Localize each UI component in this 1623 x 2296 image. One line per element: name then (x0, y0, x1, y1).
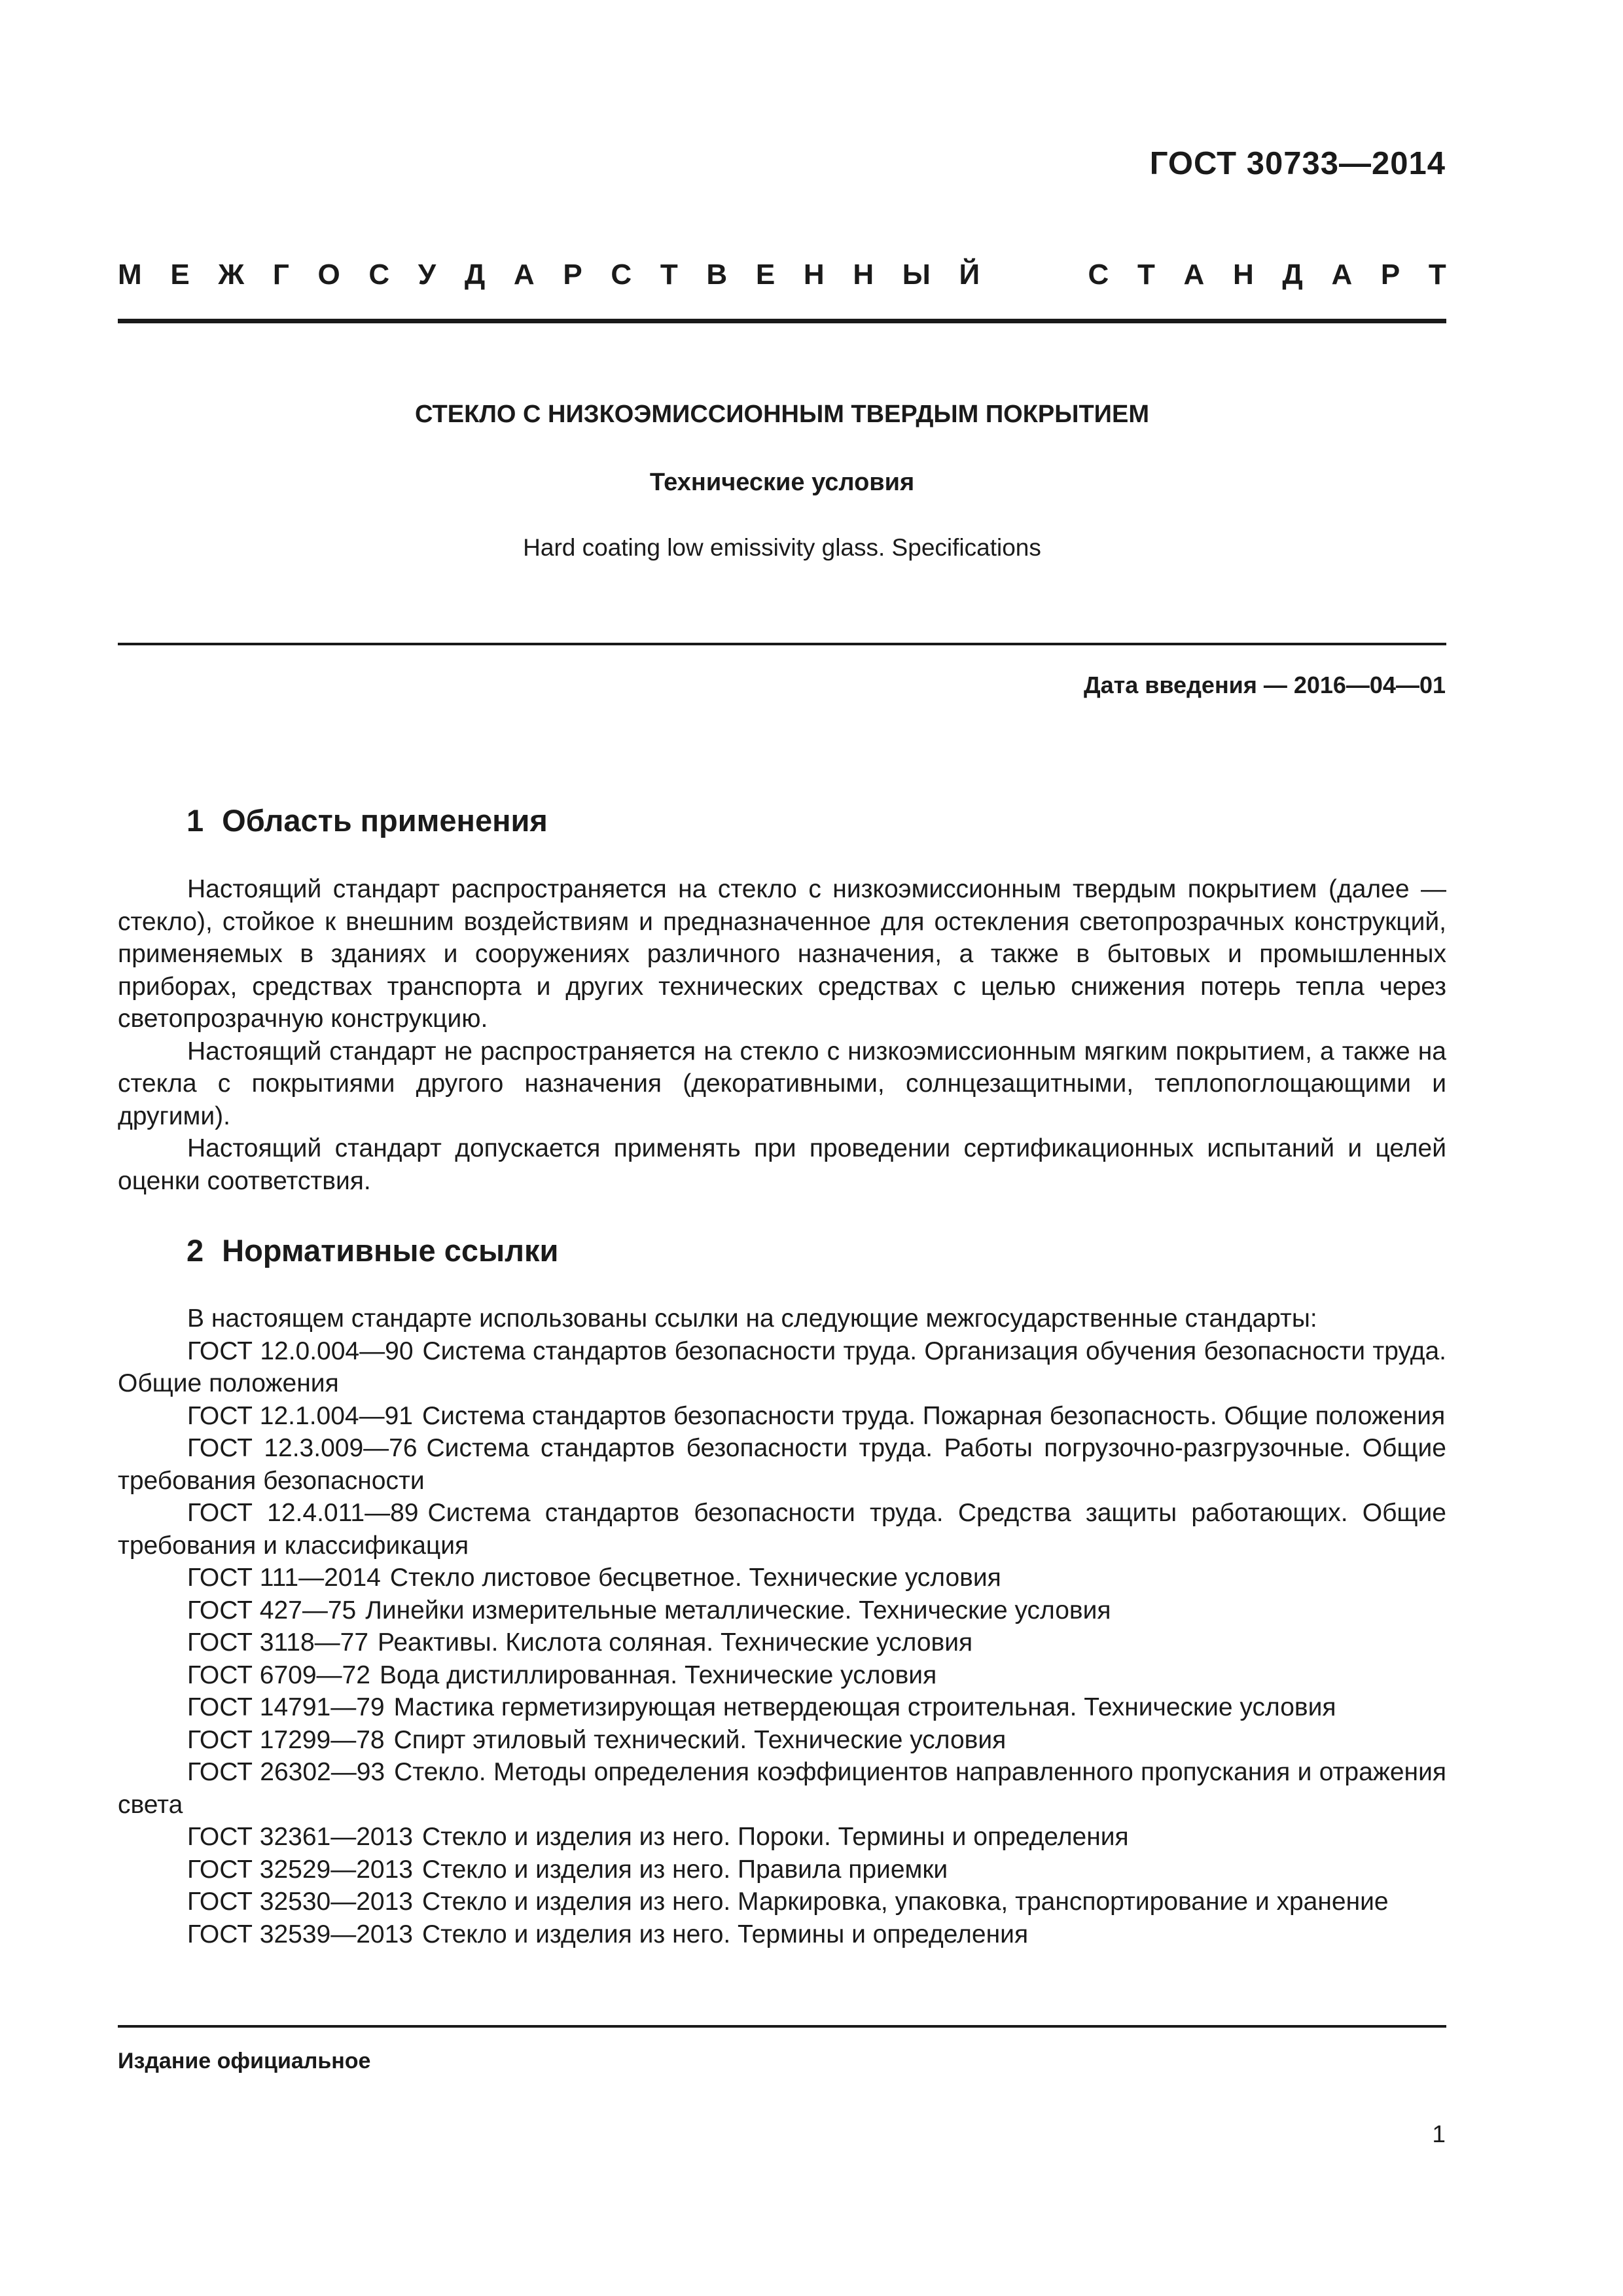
reference-text: Стекло и изделия из него. Пороки. Термины и определения (422, 1823, 1129, 1851)
section-references-body (118, 1302, 1446, 1950)
reference-item (118, 1626, 1446, 1659)
banner-letter: Ы (902, 259, 931, 291)
reference-code: ГОСТ 14791—79 (187, 1693, 385, 1721)
reference-item (118, 1335, 1446, 1400)
document-title: СТЕКЛО С НИЗКОЭМИССИОННЫМ ТВЕРДЫМ ПОКРЫТИЕМ (415, 401, 1149, 428)
section-number: 2 (187, 1233, 204, 1268)
reference-item (118, 1691, 1446, 1724)
reference-text: Стекло листовое бесцветное. Технические условия (389, 1564, 1001, 1592)
interstate-standard-banner (118, 259, 1446, 291)
reference-text: Система стандартов безопасности труда. Пожарная безопасность. Общие положения (421, 1401, 1446, 1430)
document-subtitle: Технические условия (649, 469, 915, 496)
banner-letter: Ж (218, 259, 245, 291)
reference-item (118, 1562, 1446, 1594)
banner-letter: О (317, 259, 340, 291)
reference-code: ГОСТ 3118—77 (187, 1628, 369, 1657)
reference-text: Стекло и изделия из него. Правила приемки (422, 1855, 948, 1884)
header-divider (118, 319, 1446, 323)
banner-letter: Т (1428, 259, 1446, 291)
reference-item (118, 1497, 1446, 1562)
reference-text: Вода дистиллированная. Технические условия (379, 1660, 937, 1689)
reference-code: ГОСТ 427—75 (187, 1596, 357, 1624)
reference-code: ГОСТ 111—2014 (187, 1564, 381, 1592)
reference-item (118, 1724, 1446, 1757)
banner-letter: А (1183, 259, 1205, 291)
banner-letter: С (611, 259, 632, 291)
reference-item (118, 1821, 1446, 1854)
reference-text: Спирт этиловый технический. Технические условия (393, 1725, 1007, 1754)
reference-code: ГОСТ 17299—78 (187, 1725, 385, 1754)
reference-text: Система стандартов безопасности труда. Работы погрузочно-разгрузочные. Общие требования безопасности (118, 1434, 1446, 1495)
reference-text: Система стандартов безопасности труда. Средства защиты работающих. Общие требования и классификация (118, 1499, 1446, 1560)
introduction-date: Дата введения — 2016—04—01 (1083, 672, 1446, 698)
reference-item (118, 1659, 1446, 1692)
banner-letter: А (513, 259, 535, 291)
page-number: 1 (1432, 2121, 1446, 2147)
section-scope-body (118, 873, 1446, 1197)
section-title: Нормативные ссылки (222, 1233, 559, 1268)
document-code: ГОСТ 30733—2014 (1149, 146, 1446, 181)
banner-letter: Е (755, 259, 776, 291)
reference-code: ГОСТ 32529—2013 (187, 1855, 414, 1884)
reference-item (118, 1886, 1446, 1918)
reference-text: Стекло. Методы определения коэффициентов направленного пропускания и отражения света (118, 1758, 1447, 1819)
reference-item (118, 1756, 1446, 1821)
banner-letter: Н (853, 259, 874, 291)
reference-code: ГОСТ 12.0.004—90 (187, 1336, 414, 1365)
reference-text: Стекло и изделия из него. Термины и определения (422, 1920, 1029, 1948)
reference-text: Стекло и изделия из него. Маркировка, упаковка, транспортирование и хранение (422, 1888, 1389, 1916)
reference-code: ГОСТ 32361—2013 (187, 1823, 414, 1851)
reference-code: ГОСТ 32539—2013 (187, 1920, 414, 1948)
banner-letter: Р (1380, 259, 1400, 291)
banner-letter: Н (1232, 259, 1254, 291)
section-heading-references (187, 1232, 558, 1268)
banner-letter: У (418, 259, 437, 291)
reference-item (118, 1854, 1446, 1886)
banner-letter: М (118, 259, 142, 291)
reference-item (118, 1432, 1446, 1497)
banner-letter: Т (660, 259, 678, 291)
banner-letter: С (1088, 259, 1109, 291)
reference-text: Система стандартов безопасности труда. Организация обучения безопасности труда. Общие положения (118, 1336, 1446, 1397)
english-title: Hard coating low emissivity glass. Specifications (523, 534, 1041, 561)
reference-code: ГОСТ 12.1.004—91 (187, 1401, 413, 1430)
section-title: Область применения (222, 803, 548, 838)
banner-letter: Н (803, 259, 825, 291)
banner-letter: Д (1282, 259, 1303, 291)
reference-text: Линейки измерительные металлические. Технические условия (365, 1596, 1111, 1624)
reference-code: ГОСТ 12.3.009—76 (187, 1434, 418, 1462)
banner-letter: Д (464, 259, 486, 291)
reference-text: Реактивы. Кислота соляная. Технические условия (378, 1628, 973, 1657)
paragraph: Настоящий стандарт распространяется на стекло с низкоэмиссионным твердым покрытием (далее — стекло), стойкое к внешним воздействиям и предназначенное для остекления светопрозрачных конструкций, применяемых в зданиях и сооружениях различного назначения, а также в бытовых и промышленных приборах, средствах транспорта и других технических средствах с целью снижения потерь тепла через светопрозрачную конструкцию. (118, 875, 1446, 1033)
paragraph: Настоящий стандарт не распространяется на стекло с низкоэмиссионным мягким покрытием, а также на стекла с покрытиями другого назначения (декоративными, солнцезащитными, теплопоглощающими и другими). (118, 1037, 1446, 1130)
banner-letter: С (368, 259, 390, 291)
references-intro: В настоящем стандарте использованы ссылки на следующие межгосударственные стандарты: (187, 1304, 1317, 1333)
banner-letter: А (1331, 259, 1353, 291)
reference-code: ГОСТ 6709—72 (187, 1660, 370, 1689)
reference-item (118, 1918, 1446, 1951)
banner-letter: Р (563, 259, 582, 291)
section-heading-scope (187, 802, 548, 838)
banner-letter: В (706, 259, 728, 291)
banner-letter: Й (959, 259, 980, 291)
banner-letter: Т (1137, 259, 1155, 291)
official-edition-label: Издание официальное (118, 2049, 371, 2073)
title-divider (118, 643, 1446, 645)
reference-item (118, 1400, 1446, 1433)
reference-code: ГОСТ 26302—93 (187, 1758, 385, 1786)
paragraph: Настоящий стандарт допускается применять при проведении сертификационных испытаний и целей оценки соответствия. (118, 1134, 1446, 1195)
reference-code: ГОСТ 12.4.011—89 (187, 1499, 419, 1527)
reference-item (118, 1594, 1446, 1627)
reference-text: Мастика герметизирующая нетвердеющая строительная. Технические условия (393, 1693, 1336, 1721)
banner-letter: Е (170, 259, 190, 291)
banner-letter: Г (272, 259, 289, 291)
reference-code: ГОСТ 32530—2013 (187, 1888, 414, 1916)
section-number: 1 (187, 803, 204, 838)
banner-word-gap (1008, 259, 1060, 291)
footer-divider (118, 2025, 1446, 2028)
